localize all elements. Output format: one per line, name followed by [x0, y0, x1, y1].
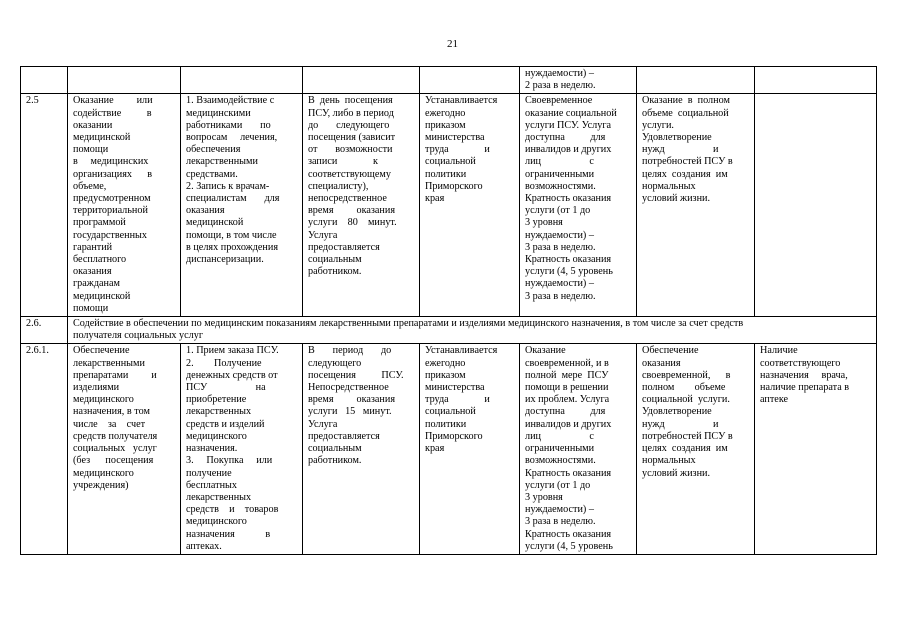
cell-text-line: назначения в: [186, 528, 271, 540]
cell-text-line: специалисту),: [308, 180, 369, 192]
cell-text-line: бесплатных: [186, 479, 237, 491]
cell-text-line: организациях в: [73, 168, 153, 180]
cell-text-line: диспансеризации.: [186, 254, 264, 266]
table-cell: [68, 94, 181, 317]
cell-text-line: Оказание или: [73, 95, 153, 107]
page-number: 21: [447, 38, 458, 50]
table-row: [21, 317, 877, 344]
cell-text-line: Кратность оказания: [525, 254, 612, 266]
cell-text-line: бесплатного: [73, 254, 127, 266]
table-cell: [420, 67, 520, 94]
cell-text-line: помощи в решении: [525, 382, 609, 394]
cell-text-line: 3 раза в неделю.: [525, 516, 596, 528]
table-cell: [181, 94, 303, 317]
cell-text-line: до следующего: [308, 119, 390, 131]
table-cell: [520, 94, 637, 317]
cell-text-line: министерства: [425, 382, 485, 394]
table-cell: [303, 67, 420, 94]
cell-text-line: 3. Покупка или: [186, 455, 273, 467]
cell-text-line: посещения (зависит: [308, 132, 396, 144]
table-cell: [420, 344, 520, 554]
cell-text-line: учреждения): [73, 479, 129, 491]
cell-text-line: ежегодно: [425, 357, 466, 369]
cell-text-line: услуги (от 1 до: [525, 479, 591, 491]
cell-text-line: соответствующему: [308, 168, 391, 180]
cell-text-line: оказания: [186, 205, 225, 217]
cell-text-line: нужд и: [642, 418, 719, 430]
cell-text-line: Непосредственное: [308, 382, 389, 394]
cell-text-line: Кратность оказания: [525, 467, 612, 479]
cell-text-line: своевременной, и в: [525, 357, 609, 369]
cell-text-line: политики: [425, 168, 467, 180]
cell-text-line: медицинского: [73, 467, 134, 479]
table-cell: [68, 344, 181, 554]
cell-text-line: доступна для: [525, 406, 606, 418]
cell-text-line: края: [425, 193, 445, 205]
cell-text-line: лиц с: [525, 156, 594, 168]
cell-text-line: время оказания: [308, 205, 396, 217]
cell-text-line: целях создания им: [642, 443, 728, 455]
cell-text-line: своевременной, в: [642, 369, 731, 381]
cell-text-line: инвалидов и других: [525, 418, 612, 430]
cell-text-line: числе за счет: [73, 418, 146, 430]
cell-text-line: Обеспечение: [73, 345, 130, 357]
cell-text-line: препаратами и: [73, 369, 157, 381]
cell-text-line: медицинского: [186, 516, 247, 528]
cell-text-line: Устанавливается: [425, 345, 498, 357]
cell-text-line: нормальных: [642, 455, 696, 467]
cell-text-line: записи к: [308, 156, 378, 168]
cell-text-line: социальных услуг: [73, 443, 157, 455]
cell-text-line: 3 раза в неделю.: [525, 290, 596, 302]
table-cell: [303, 344, 420, 554]
cell-text-line: полном объеме: [642, 382, 726, 394]
table-cell: [637, 344, 755, 554]
cell-text-line: Услуга: [308, 229, 338, 241]
cell-text-line: территориальной: [73, 205, 148, 217]
cell-text-line: в медицинских: [73, 156, 149, 168]
cell-text-line: 3 раза в неделю.: [525, 241, 596, 253]
cell-text-line: гарантий: [73, 241, 113, 253]
cell-text-line: условий жизни.: [642, 193, 711, 205]
cell-text-line: время оказания: [308, 394, 396, 406]
cell-text-line: Кратность оказания: [525, 528, 612, 540]
cell-text-line: наличие препарата в: [760, 382, 850, 394]
cell-text-line: предоставляется: [308, 430, 380, 442]
cell-text-line: работником.: [308, 266, 362, 278]
row-number-cell: 2.6.: [21, 317, 68, 344]
cell-text-line: ограниченными: [525, 443, 595, 455]
cell-text-line: 3 уровня: [525, 491, 563, 503]
cell-text-line: оказании: [73, 119, 113, 131]
cell-text-line: труда и: [425, 394, 490, 406]
cell-text-line: Кратность оказания: [525, 193, 612, 205]
table-cell: [637, 67, 755, 94]
cell-text-line: медицинского: [186, 430, 247, 442]
cell-text-line: вопросам лечения,: [186, 132, 278, 144]
cell-text-line: услуги (4, 5 уровень: [525, 540, 613, 552]
cell-text-line: возможностями.: [525, 180, 596, 192]
cell-text-line: 2 раза в неделю.: [525, 80, 596, 92]
cell-text-line: В день посещения: [308, 95, 393, 107]
services-table: [20, 66, 877, 555]
cell-text-line: лекарственных: [186, 491, 252, 503]
cell-text-line: Оказание: [525, 345, 566, 357]
cell-text-line: средств получателя: [73, 430, 158, 442]
cell-text-line: помощи: [73, 302, 109, 314]
cell-text-line: социальной услуги.: [642, 394, 730, 406]
cell-text-line: 1. Прием заказа ПСУ.: [186, 345, 279, 357]
cell-text-line: лиц с: [525, 430, 594, 442]
cell-text-line: приказом: [425, 369, 466, 381]
cell-text-line: приобретение: [186, 394, 247, 406]
cell-text-line: работником.: [308, 455, 362, 467]
section-heading-cell: [68, 317, 877, 344]
cell-text-line: услуги.: [642, 119, 674, 131]
cell-text-line: ПСУ на: [186, 382, 266, 394]
cell-text-line: труда и: [425, 144, 490, 156]
row-number-cell: 2.5: [21, 94, 68, 317]
table-cell: [68, 67, 181, 94]
cell-text-line: их проблем. Услуга: [525, 394, 610, 406]
cell-text-line: следующего: [308, 357, 362, 369]
cell-text-line: медицинской: [73, 132, 131, 144]
cell-text-line: гражданам: [73, 278, 120, 290]
cell-text-line: нуждаемости) –: [525, 504, 594, 516]
cell-text-line: В период до: [308, 345, 392, 357]
cell-text-line: (без посещения: [73, 455, 154, 467]
table-row: [21, 344, 877, 554]
cell-text-line: социальным: [308, 254, 362, 266]
cell-text-line: Приморского: [425, 430, 483, 442]
cell-text-line: помощи: [73, 144, 109, 156]
table-cell: [755, 344, 877, 554]
cell-text-line: нуждаемости) –: [525, 229, 594, 241]
cell-text-line: возможностями.: [525, 455, 596, 467]
cell-text-line: приказом: [425, 119, 466, 131]
cell-text-line: Устанавливается: [425, 95, 498, 107]
cell-text-line: политики: [425, 418, 467, 430]
cell-text-line: от возможности: [308, 144, 393, 156]
row-number-cell: 2.6.1.: [21, 344, 68, 554]
cell-text-line: ограниченными: [525, 168, 595, 180]
cell-text-line: объеме социальной: [642, 107, 729, 119]
cell-text-line: края: [425, 443, 445, 455]
cell-text-line: работниками по: [186, 119, 271, 131]
cell-text-line: ПСУ, либо в период: [308, 107, 394, 119]
table-cell: [520, 344, 637, 554]
cell-text-line: нуждаемости) –: [525, 278, 594, 290]
table-cell: [755, 67, 877, 94]
table-cell: [181, 67, 303, 94]
cell-text-line: услуги (от 1 до: [525, 205, 591, 217]
cell-text-line: содействие в: [73, 107, 152, 119]
cell-text-line: социальной: [425, 156, 476, 168]
cell-text-line: Содействие в обеспечении по медицинским показаниям лекарственными препаратами и изделиями медицинского назначения, в том числе за счет средств: [73, 318, 744, 330]
cell-text-line: предоставляется: [308, 241, 380, 253]
cell-text-line: 3 уровня: [525, 217, 563, 229]
cell-text-line: оказания: [642, 357, 681, 369]
table-cell: [303, 94, 420, 317]
cell-text-line: услуги ПСУ. Услуга: [525, 119, 612, 131]
cell-text-line: Удовлетворение: [642, 406, 712, 418]
cell-text-line: услуги 15 минут.: [308, 406, 392, 418]
cell-text-line: государственных: [73, 229, 147, 241]
row-number-cell: [21, 67, 68, 94]
cell-text-line: непосредственное: [308, 193, 387, 205]
cell-text-line: Приморского: [425, 180, 483, 192]
cell-text-line: нужд и: [642, 144, 719, 156]
cell-text-line: лекарственными: [73, 357, 145, 369]
cell-text-line: аптеке: [760, 394, 789, 406]
cell-text-line: средствами.: [186, 168, 238, 180]
cell-text-line: 2. Получение: [186, 357, 262, 369]
cell-text-line: назначения врача,: [760, 369, 848, 381]
cell-text-line: денежных средств от: [186, 369, 278, 381]
cell-text-line: назначения, в том: [73, 406, 150, 418]
cell-text-line: обеспечения: [186, 144, 241, 156]
table-row: [21, 94, 877, 317]
cell-text-line: объеме,: [73, 180, 107, 192]
cell-text-line: инвалидов и других: [525, 144, 612, 156]
cell-text-line: нуждаемости) –: [525, 68, 594, 79]
cell-text-line: посещения ПСУ.: [308, 369, 404, 381]
cell-text-line: в целях прохождения: [186, 241, 279, 253]
cell-text-line: министерства: [425, 132, 485, 144]
table-row: [21, 67, 877, 94]
cell-text-line: получателя социальных услуг: [73, 330, 204, 342]
cell-text-line: медицинской: [73, 290, 131, 302]
cell-text-line: изделиями: [73, 382, 120, 394]
cell-text-line: получение: [186, 467, 232, 479]
cell-text-line: услуги (4, 5 уровень: [525, 266, 613, 278]
cell-text-line: программой: [73, 217, 126, 229]
cell-text-line: полной мере ПСУ: [525, 369, 609, 381]
cell-text-line: Своевременное: [525, 95, 593, 107]
cell-text-line: доступна для: [525, 132, 606, 144]
cell-text-line: предусмотренном: [73, 193, 151, 205]
cell-text-line: 1. Взаимодействие с: [186, 95, 275, 107]
cell-text-line: потребностей ПСУ в: [642, 430, 733, 442]
cell-text-line: целях создания им: [642, 168, 728, 180]
cell-text-line: аптеках.: [186, 540, 222, 552]
cell-text-line: Обеспечение: [642, 345, 699, 357]
cell-text-line: средств и товаров: [186, 504, 279, 516]
cell-text-line: нормальных: [642, 180, 696, 192]
cell-text-line: специалистам для: [186, 193, 280, 205]
cell-text-line: социальной: [425, 406, 476, 418]
cell-text-line: лекарственными: [186, 156, 258, 168]
table-cell: [181, 344, 303, 554]
cell-text-line: лекарственных: [186, 406, 252, 418]
cell-text-line: Оказание в полном: [642, 95, 730, 107]
cell-text-line: потребностей ПСУ в: [642, 156, 733, 168]
cell-text-line: средств и изделий: [186, 418, 265, 430]
cell-text-line: медицинского: [73, 394, 134, 406]
cell-text-line: медицинскими: [186, 107, 251, 119]
cell-text-line: помощи, в том числе: [186, 229, 277, 241]
cell-text-line: ежегодно: [425, 107, 466, 119]
table-cell: [637, 94, 755, 317]
table-cell: [755, 94, 877, 317]
cell-text-line: условий жизни.: [642, 467, 711, 479]
cell-text-line: соответствующего: [760, 357, 841, 369]
cell-text-line: оказание социальной: [525, 107, 617, 119]
cell-text-line: Наличие: [760, 345, 798, 357]
cell-text-line: 2. Запись к врачам-: [186, 180, 270, 192]
cell-text-line: услуги 80 минут.: [308, 217, 397, 229]
table-cell: [520, 67, 637, 94]
cell-text-line: назначения.: [186, 443, 238, 455]
cell-text-line: Удовлетворение: [642, 132, 712, 144]
cell-text-line: медицинской: [186, 217, 244, 229]
cell-text-line: Услуга: [308, 418, 338, 430]
table-cell: [420, 94, 520, 317]
cell-text-line: социальным: [308, 443, 362, 455]
cell-text-line: оказания: [73, 266, 112, 278]
